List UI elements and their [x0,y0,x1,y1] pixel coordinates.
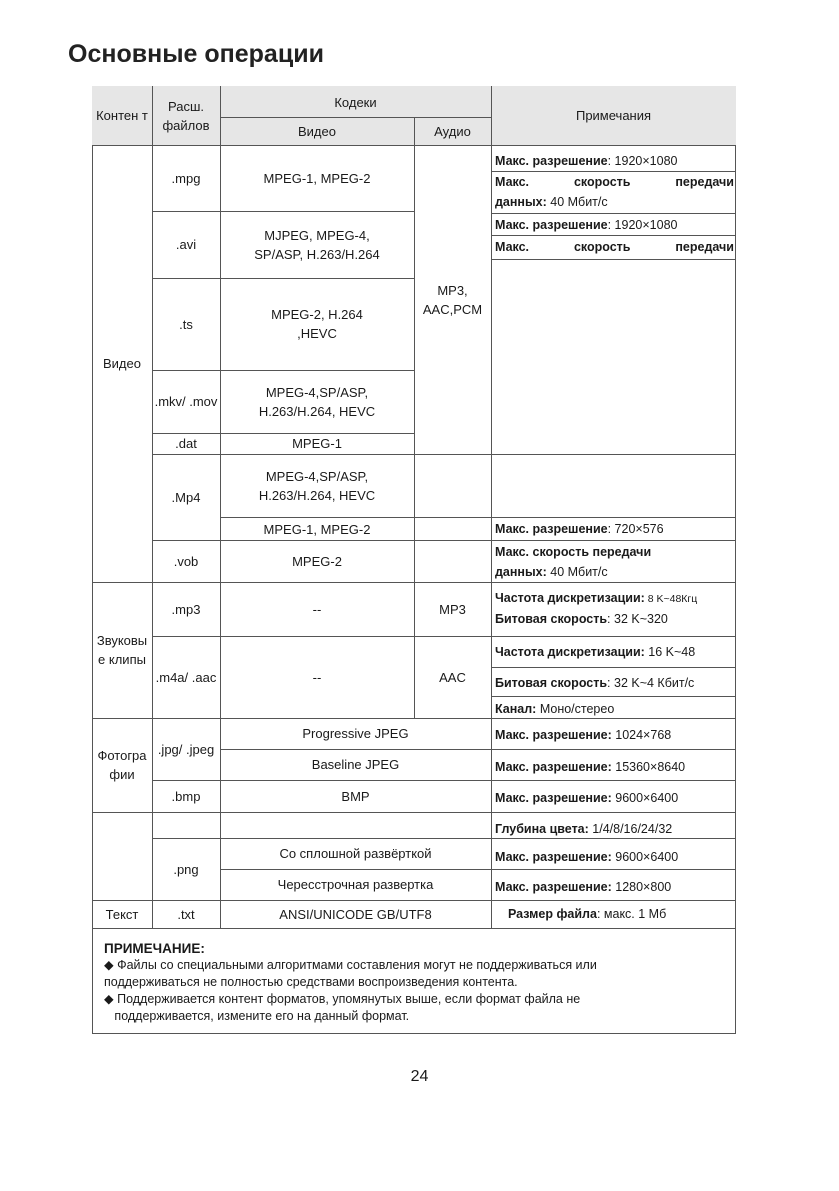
grid-line [92,900,736,901]
grid-line [491,86,492,928]
note-color-depth: Глубина цвета: 1/4/8/16/24/32 [495,821,673,836]
grid-line [220,517,736,518]
note-mpg-speed-1: Макс. скорость передачи [495,175,734,189]
ext-avi: .avi [175,237,197,252]
note-vob-speed-2: данных: 40 Мбит/с [495,564,608,579]
note-mp3-freq: Частота дискретизации: 8 K~48Кгц [495,590,698,605]
video-png-2: Чересстрочная развертка [277,877,434,892]
grid-line [92,718,736,719]
video-txt: ANSI/UNICODE GB/UTF8 [279,906,432,922]
note-mpg-speed-2: данных: 40 Мбит/с [495,194,608,209]
grid-line [491,667,736,668]
ext-bmp: .bmp [171,788,201,804]
footnote-bullet-2a: ◆ Поддерживается контент форматов, упомянутых выше, если формат файла не [104,992,581,1006]
ext-dat: .dat [175,436,197,451]
header-notes: Примечания [491,86,736,145]
grid-line [152,540,736,541]
page-number: 24 [410,1068,429,1085]
category-video: Видео [103,356,141,371]
note-txt: Размер файла: макс. 1 Мб [508,906,667,921]
video-mp4-1: MPEG-4,SP/ASP, H.263/H.264, HEVC [258,469,376,503]
ext-txt: .txt [177,906,195,922]
audio-mp3: MP3 [439,601,466,617]
note-m4a-channel: Канал: Моно/стерео [495,702,615,716]
header-ext: Расш. файлов [152,86,220,145]
video-vob: MPEG-2 [292,553,342,569]
note-png-progressive: Макс. разрешение: 9600×6400 [495,849,679,864]
footnote-bullet-1a: ◆ Файлы со специальными алгоритмами составления могут не поддерживаться или [104,958,597,972]
note-mpg-res: Макс. разрешение: 1920×1080 [495,153,678,168]
grid-line [92,928,736,929]
video-mp4-2: MPEG-1, MPEG-2 [263,521,371,537]
grid-line [220,869,736,870]
video-bmp: BMP [341,788,370,804]
category-text: Текст [105,906,139,922]
grid-line [92,812,736,813]
video-mp3: -- [312,601,322,617]
ext-mkv: .mkv/ .mov [154,394,218,409]
header-video: Видео [220,118,414,145]
grid-line [152,433,414,434]
ext-mp3: .mp3 [171,601,201,617]
note-m4a-freq: Частота дискретизации: 16 K~48 [495,644,696,659]
video-dat: MPEG-1 [292,436,342,451]
video-jpg-2: Baseline JPEG [311,757,400,772]
grid-line [491,259,736,260]
grid-line [491,235,736,236]
video-jpg-1: Progressive JPEG [302,726,409,741]
page-title: Основные операции [68,40,324,68]
note-png-interlaced: Макс. разрешение: 1280×800 [495,879,672,894]
audio-m4a: AAC [439,669,466,685]
ext-png: .png [173,861,199,877]
footnote-bullet-2b: поддерживается, измените его на данный формат. [104,1009,410,1023]
grid-line [491,213,736,214]
ext-m4a: .m4a/ .aac [155,669,217,685]
note-vob-speed-1: Макс. скорость передачи [495,544,652,559]
grid-line [152,278,414,279]
video-mpg: MPEG-1, MPEG-2 [263,170,371,186]
footnote-bullet-1b: поддерживаться не полностью средствами воспроизведения контента. [104,975,518,989]
grid-line [220,117,491,118]
note-mp4-res: Макс. разрешение: 720×576 [495,521,664,536]
grid-line [152,211,414,212]
audio-video-group: MP3, AAC,PCM [422,282,483,317]
grid-line [152,838,736,839]
ext-vob: .vob [173,553,199,569]
video-mkv: MPEG-4,SP/ASP, H.263/H.264, HEVC [258,384,376,419]
note-jpg-baseline: Макс. разрешение: 15360×8640 [495,759,686,774]
grid-line [491,696,736,697]
header-audio: Аудио [414,118,491,145]
note-m4a-bit: Битовая скорость: 32 K~4 Кбит/с [495,675,695,690]
video-ts: MPEG-2, H.264 ,HEVC [271,307,363,341]
video-m4a: -- [312,669,322,685]
grid-line [152,780,736,781]
note-jpg-progressive: Макс. разрешение: 1024×768 [495,727,672,742]
note-bmp: Макс. разрешение: 9600×6400 [495,790,679,805]
ext-mp4: .Mp4 [171,489,201,505]
footnote-title: ПРИМЕЧАНИЕ: [104,941,205,956]
grid-line [152,454,736,455]
grid-line [152,636,736,637]
grid-line [152,86,153,928]
footnote [104,940,724,1025]
video-png-1: Со сплошной развёрткой [279,846,432,861]
grid-line [491,171,736,172]
note-mp3-bit: Битовая скорость: 32 K~320 [495,612,668,626]
category-photo: Фотогра фии [97,748,147,782]
note-avi-res: Макс. разрешение: 1920×1080 [495,217,678,232]
grid-line [152,370,414,371]
video-avi: MJPEG, MPEG-4, SP/ASP, H.263/H.264 [254,227,380,262]
note-avi-speed: Макс. скорость передачи [495,239,734,254]
header-codecs: Кодеки [220,86,491,118]
grid-line [414,118,415,718]
ext-ts: .ts [179,316,193,332]
ext-jpg: .jpg/ .jpeg [157,741,215,757]
category-audio: Звуковы е клипы [96,633,148,667]
grid-line [220,749,736,750]
header-content: Контен т [92,86,152,145]
ext-mpg: .mpg [171,170,201,186]
grid-line [220,86,221,928]
